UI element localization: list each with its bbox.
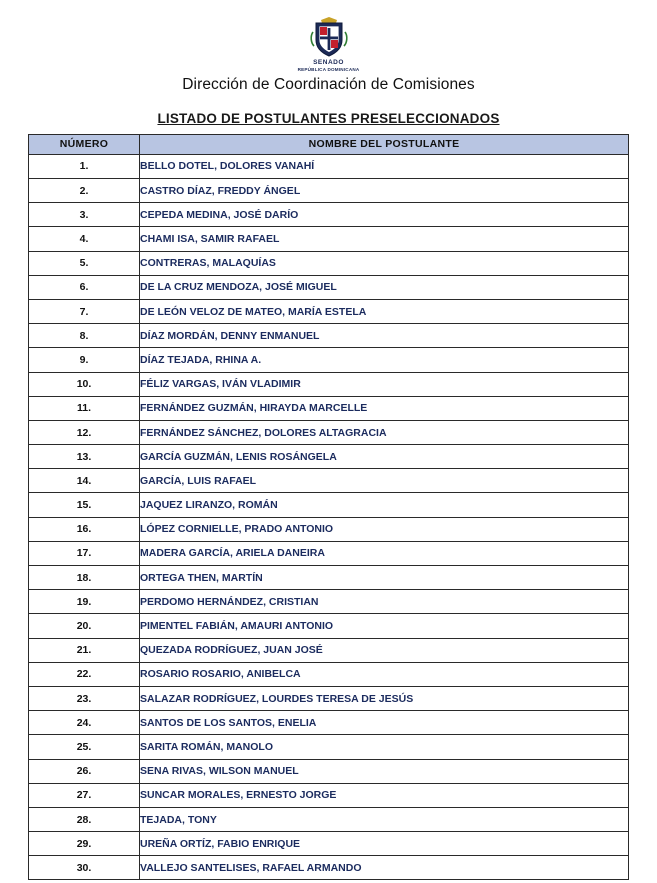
applicant-name: SALAZAR RODRÍGUEZ, LOURDES TERESA DE JESÚS <box>140 686 629 710</box>
applicant-name: DÍAZ TEJADA, RHINA A. <box>140 348 629 372</box>
table-row <box>29 832 629 856</box>
row-number: 27. <box>29 783 140 807</box>
row-number: 5. <box>29 251 140 275</box>
applicant-name: ORTEGA THEN, MARTÍN <box>140 566 629 590</box>
applicant-name: JAQUEZ LIRANZO, ROMÁN <box>140 493 629 517</box>
table-row <box>29 566 629 590</box>
table-row <box>29 179 629 203</box>
table-row <box>29 735 629 759</box>
applicant-name: ROSARIO ROSARIO, ANIBELCA <box>140 662 629 686</box>
table-row <box>29 445 629 469</box>
row-number: 15. <box>29 493 140 517</box>
applicant-name: DE LEÓN VELOZ DE MATEO, MARÍA ESTELA <box>140 299 629 323</box>
applicant-name: TEJADA, TONY <box>140 807 629 831</box>
applicant-name: SUNCAR MORALES, ERNESTO JORGE <box>140 783 629 807</box>
senate-crest-icon <box>309 16 349 58</box>
table-row <box>29 614 629 638</box>
applicant-name: CHAMI ISA, SAMIR RAFAEL <box>140 227 629 251</box>
table-body <box>29 154 629 880</box>
table-row <box>29 275 629 299</box>
row-number: 25. <box>29 735 140 759</box>
table-row <box>29 541 629 565</box>
crest-name: SENADO <box>313 59 344 66</box>
applicant-name: FÉLIZ VARGAS, IVÁN VLADIMIR <box>140 372 629 396</box>
row-number: 16. <box>29 517 140 541</box>
table-row <box>29 517 629 541</box>
organization-line: Dirección de Coordinación de Comisiones <box>182 75 475 93</box>
row-number: 8. <box>29 324 140 348</box>
table-row <box>29 662 629 686</box>
applicant-name: SANTOS DE LOS SANTOS, ENELIA <box>140 711 629 735</box>
table-row <box>29 590 629 614</box>
applicant-name: DE LA CRUZ MENDOZA, JOSÉ MIGUEL <box>140 275 629 299</box>
table-row <box>29 251 629 275</box>
row-number: 6. <box>29 275 140 299</box>
applicant-name: BELLO DOTEL, DOLORES VANAHÍ <box>140 154 629 178</box>
table-row <box>29 227 629 251</box>
letterhead <box>28 16 629 73</box>
applicant-name: CEPEDA MEDINA, JOSÉ DARÍO <box>140 203 629 227</box>
row-number: 22. <box>29 662 140 686</box>
row-number: 28. <box>29 807 140 831</box>
row-number: 24. <box>29 711 140 735</box>
row-number: 7. <box>29 299 140 323</box>
row-number: 26. <box>29 759 140 783</box>
row-number: 11. <box>29 396 140 420</box>
row-number: 13. <box>29 445 140 469</box>
table-row <box>29 324 629 348</box>
applicant-name: PIMENTEL FABIÁN, AMAURI ANTONIO <box>140 614 629 638</box>
table-row <box>29 420 629 444</box>
applicant-name: CASTRO DÍAZ, FREDDY ÁNGEL <box>140 179 629 203</box>
applicant-name: GARCÍA GUZMÁN, LENIS ROSÁNGELA <box>140 445 629 469</box>
crest-subtitle: REPÚBLICA DOMINICANA <box>297 67 360 73</box>
table-row <box>29 856 629 880</box>
table-header-row <box>29 134 629 154</box>
table-row <box>29 493 629 517</box>
applicant-name: DÍAZ MORDÁN, DENNY ENMANUEL <box>140 324 629 348</box>
applicants-table <box>28 134 629 881</box>
row-number: 30. <box>29 856 140 880</box>
table-row <box>29 638 629 662</box>
applicant-name: VALLEJO SANTELISES, RAFAEL ARMANDO <box>140 856 629 880</box>
applicant-name: CONTRERAS, MALAQUÍAS <box>140 251 629 275</box>
table-row <box>29 759 629 783</box>
applicant-name: PERDOMO HERNÁNDEZ, CRISTIAN <box>140 590 629 614</box>
table-row <box>29 469 629 493</box>
applicant-name: LÓPEZ CORNIELLE, PRADO ANTONIO <box>140 517 629 541</box>
table-row <box>29 711 629 735</box>
table-row <box>29 372 629 396</box>
applicant-name: SENA RIVAS, WILSON MANUEL <box>140 759 629 783</box>
table-row <box>29 348 629 372</box>
row-number: 20. <box>29 614 140 638</box>
row-number: 4. <box>29 227 140 251</box>
column-header-numero: NÚMERO <box>29 134 140 154</box>
applicant-name: FERNÁNDEZ SÁNCHEZ, DOLORES ALTAGRACIA <box>140 420 629 444</box>
table-row <box>29 203 629 227</box>
row-number: 21. <box>29 638 140 662</box>
table-row <box>29 299 629 323</box>
applicant-name: UREÑA ORTÍZ, FABIO ENRIQUE <box>140 832 629 856</box>
applicant-name: MADERA GARCÍA, ARIELA DANEIRA <box>140 541 629 565</box>
row-number: 18. <box>29 566 140 590</box>
table-row <box>29 807 629 831</box>
row-number: 19. <box>29 590 140 614</box>
row-number: 3. <box>29 203 140 227</box>
page-title: LISTADO DE POSTULANTES PRESELECCIONADOS <box>157 110 500 126</box>
table-row <box>29 396 629 420</box>
table-row <box>29 783 629 807</box>
row-number: 9. <box>29 348 140 372</box>
applicant-name: FERNÁNDEZ GUZMÁN, HIRAYDA MARCELLE <box>140 396 629 420</box>
row-number: 10. <box>29 372 140 396</box>
table-row <box>29 154 629 178</box>
row-number: 17. <box>29 541 140 565</box>
table-row <box>29 686 629 710</box>
applicant-name: GARCÍA, LUIS RAFAEL <box>140 469 629 493</box>
row-number: 1. <box>29 154 140 178</box>
applicant-name: QUEZADA RODRÍGUEZ, JUAN JOSÉ <box>140 638 629 662</box>
row-number: 14. <box>29 469 140 493</box>
applicant-name: SARITA ROMÁN, MANOLO <box>140 735 629 759</box>
row-number: 12. <box>29 420 140 444</box>
column-header-nombre: NOMBRE DEL POSTULANTE <box>140 134 629 154</box>
crest-caption <box>298 59 360 73</box>
row-number: 23. <box>29 686 140 710</box>
row-number: 29. <box>29 832 140 856</box>
row-number: 2. <box>29 179 140 203</box>
